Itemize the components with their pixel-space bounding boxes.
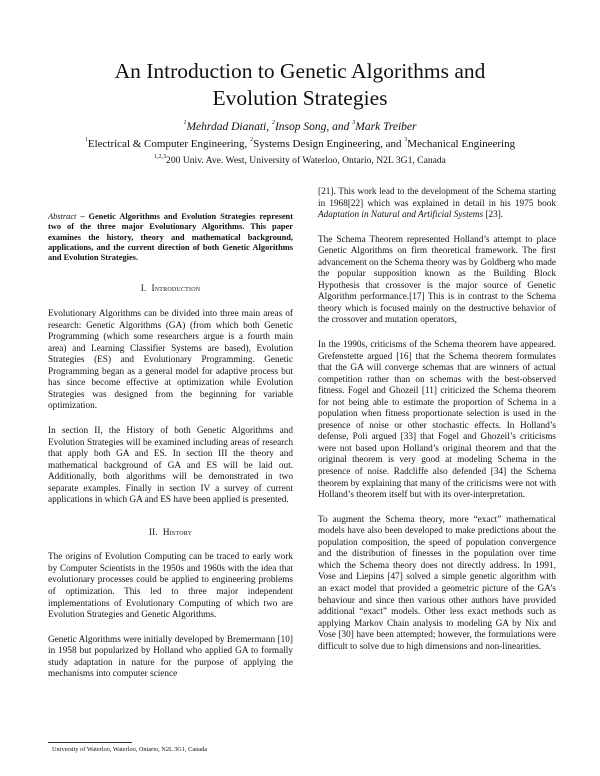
left-column [48, 212, 293, 694]
history-paragraph-1: The origins of Evolution Computing can be traced to early work by Computer Scientists in the 1950s and 1960s with the idea that evolutionary processes could be applied to engineering problems of optimization. This led to three major independent implementations of Evolutionary Computing of which two are Evolution Strategies and Genetic Algorithms. [48, 552, 293, 621]
author-3: Mark Treiber [355, 121, 417, 133]
right-column [318, 187, 556, 666]
author-list [0, 121, 600, 133]
section-1-number: I. [140, 283, 147, 294]
author-1-sup: 1 [183, 120, 187, 126]
abstract [48, 212, 293, 263]
affil-3: Mechanical Engineering [407, 138, 516, 150]
address-sup: 1,2,3 [154, 154, 167, 160]
book-title: Adaptation in Natural and Artificial Systems [318, 210, 484, 221]
author-2: Insop Song, and [274, 121, 353, 133]
right-p1-end: [23]. [483, 210, 504, 221]
affil-1-sup: 1 [84, 137, 88, 143]
right-paragraph-4: To augment the Schema theory, more “exact” mathematical models have also been developed to make predictions about the population composition, the speed of population convergence and the distribution of finesses in the population over time which the Schema theory does not directly address. In 1991, Vose and Liepins [47] solved a simple genetic algorithm with an exact model that provided a geometric picture of the GA’s behaviour and since then various other authors have provided additional “exact” models. Other less exact methods such as applying Markov Chain analysis to modeling GA by Nix and Vose [30] have been attempted; however, the formulations were difficult to solve due to high dimensions and non-linearities. [318, 514, 556, 652]
section-heading-history [48, 527, 293, 539]
right-paragraph-3: In the 1990s, criticisms of the Schema theorem have appeared. Grefenstette argued [16] that the Schema theorem formulates that the GA will converge schemas that are winners of actual competition rather than on schemas with the best-observed fitness. Fogel and Ghozeil [11] criticized the Schema theorem for not being able to estimate the proportion of Schema in a population when fitness proportionate selection is used in the presence of noise or other stochastic effects. In Holland’s defense, Poli argued [33] that Fogel and Ghozeil’s criticisms were not based upon Holland’s original theorem and that the original theorem is very good at modeling Schema in the presence of noise. Radcliffe also defended [34] the Schema theorem by explaining that many of the criticisms were not with Holland’s theorem itself but with its over-interpretation. [318, 340, 556, 501]
affiliations [0, 138, 600, 150]
author-1: Mehrdad Dianati, [186, 121, 272, 133]
history-paragraph-2: Genetic Algorithms were initially developed by Bremermann [10] in 1958 but popularized by Holland who applied GA to formally study adaptation in nature for the purpose of applying the mechanisms into computer science [48, 634, 293, 680]
abstract-label: Abstract [48, 212, 77, 221]
affil-2: Systems Design Engineering, and [253, 138, 405, 150]
paper-title [0, 58, 600, 112]
section-1-title: Introduction [151, 283, 201, 294]
affil-3-sup: 3 [404, 137, 408, 143]
section-2-number: II. [148, 526, 158, 537]
right-paragraph-1 [318, 187, 556, 222]
footnote: University of Waterloo, Waterloo, Ontario, N2L 3G1, Canada [52, 746, 208, 753]
intro-paragraph-1: Evolutionary Algorithms can be divided into three main areas of research: Genetic Algorithms (GA) (from which both Genetic Programming (which some researchers argue is a fourth main area) and Learning Classifier Systems are based), Evolution Strategies (ES) and Evolutionary Programming. Genetic Programming began as a general model for adaptive process but has since become effective at optimization while Evolution Strategies was designed from the beginning for variable optimization. [48, 309, 293, 412]
author-2-sup: 2 [271, 120, 275, 126]
address-text: 200 Univ. Ave. West, University of Waterloo, Ontario, N2L 3G1, Canada [166, 155, 446, 166]
abstract-text: – Genetic Algorithms and Evolution Strategies represent two of the three major Evolutionary Algorithms. This paper examines the history, theory and mathematical background, applications, and the current direction of both Genetic Algorithms and Evolution Strategies. [48, 212, 293, 263]
right-p1-text: [21]. This work lead to the development of the Schema starting in 1968[22] which was explained in detail in his 1975 book [318, 187, 556, 209]
address [0, 155, 600, 166]
footnote-divider [48, 742, 132, 743]
title-line-1: An Introduction to Genetic Algorithms and [114, 59, 486, 83]
section-heading-introduction [48, 283, 293, 295]
title-line-2: Evolution Strategies [212, 86, 388, 110]
author-3-sup: 3 [352, 120, 356, 126]
intro-paragraph-2: In section II, the History of both Genetic Algorithms and Evolution Strategies will be examined including areas of research that apply both GA and ES. In section III the theory and mathematical background of GA and ES will be laid out. Additionally, both algorithms will be demonstrated in two separate examples. Finally in section IV a survey of current applications in which GA and ES have been applied is presented. [48, 425, 293, 506]
affil-2-sup: 2 [250, 137, 254, 143]
affil-1: Electrical & Computer Engineering, [87, 138, 251, 150]
right-paragraph-2: The Schema Theorem represented Holland’s attempt to place Genetic Algorithms on firm theoretical framework. The first advancement on the Schema theory was by Goldberg who made the popular supposition known as the Building Block Hypothesis that crossover is the major source of Genetic Algorithm performance.[17] This is in contrast to the Schema theory which is focused mainly on the destructive behavior of the crossover and mutation operators, [318, 234, 556, 326]
section-2-title: History [162, 526, 193, 537]
